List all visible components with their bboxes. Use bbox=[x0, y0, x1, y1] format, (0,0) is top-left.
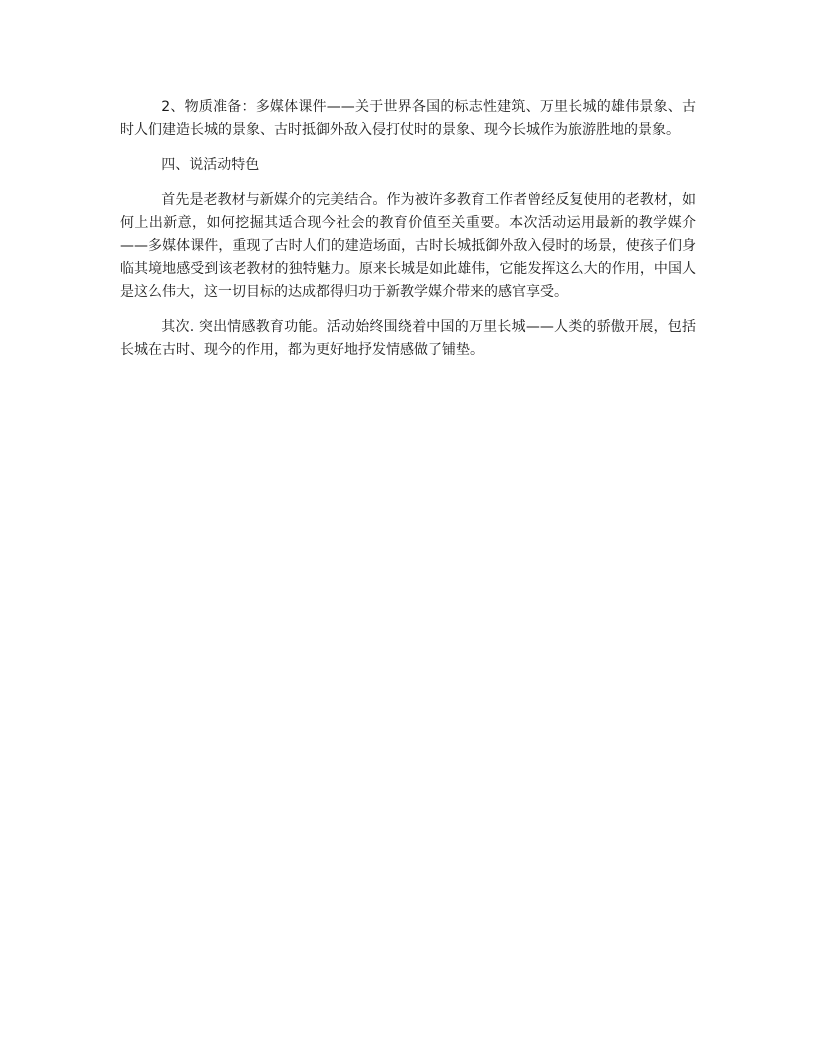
paragraph-second-feature: 其次. 突出情感教育功能。活动始终围绕着中国的万里长城——人类的骄傲开展，包括长城在古时、现今的作用，都为更好地抒发情感做了铺垫。 bbox=[120, 319, 696, 358]
document-body bbox=[120, 96, 696, 374]
paragraph-materials: 2、物质准备：多媒体课件——关于世界各国的标志性建筑、万里长城的雄伟景象、古时人们建造长城的景象、古时抵御外敌入侵打仗时的景象、现今长城作为旅游胜地的景象。 bbox=[120, 99, 696, 138]
section-heading: 四、说活动特色 bbox=[161, 157, 260, 173]
paragraph-first-feature: 首先是老教材与新媒介的完美结合。作为被许多教育工作者曾经反复使用的老教材，如何上出新意，如何挖掘其适合现今社会的教育价值至关重要。本次活动运用最新的教学媒介——多媒体课件，重现了古时人们的建造场面，古时长城抵御外敌入侵时的场景，使孩子们身临其境地感受到该老教材的独特魅力。原来长城是如此雄伟，它能发挥这么大的作用，中国人是这么伟大，这一切目标的达成都得归功于新教学媒介带来的感官享受。 bbox=[120, 192, 696, 300]
